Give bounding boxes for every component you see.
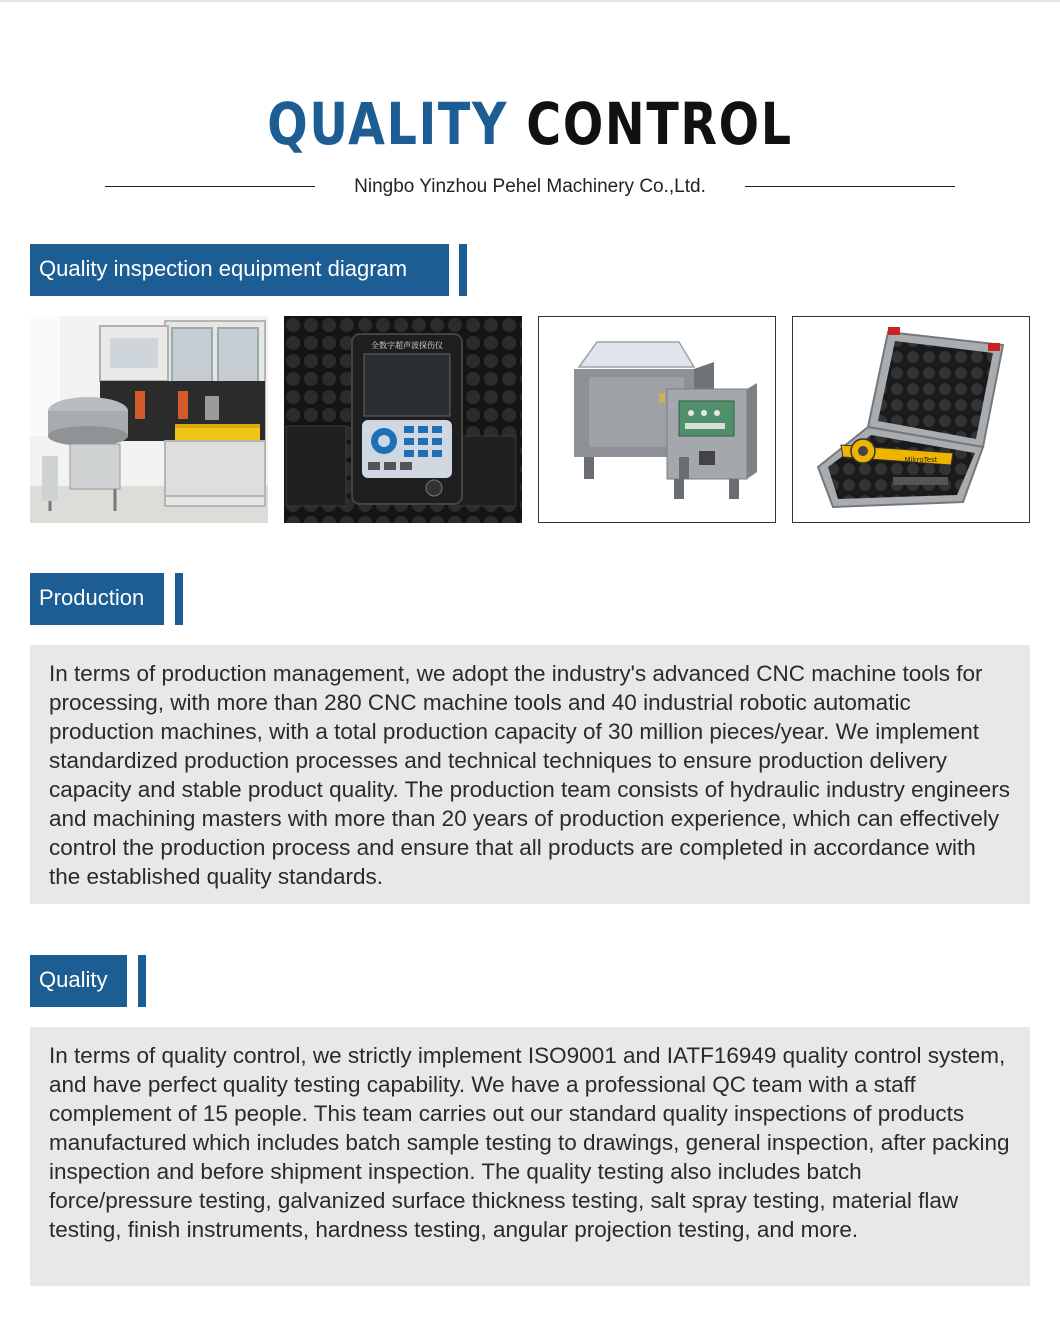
photo-inspection-machine	[30, 316, 268, 523]
section-quality-accent-bar	[138, 955, 146, 1007]
photo-salt-spray-chamber	[538, 316, 776, 523]
gauge-brand-text: MikroTest	[904, 456, 938, 464]
flaw-detector-image	[284, 316, 522, 523]
quality-body-text: In terms of quality control, we strictly implement ISO9001 and IATF16949 quality control system, and have perfect quality testing capability. We have a professional QC team with a staff complement of 15 people. This team carries out our standard quality inspections of products manufactured which includes batch sample testing to drawings, general inspection, after packing inspection and before shipment inspection. The quality testing also includes batch force/pressure testing, galvanized surface thickness testing, salt spray testing, material flaw testing, finish instruments, hardness testing, angular projection testing, and more.	[49, 1043, 1010, 1242]
section-production-accent-bar	[175, 573, 183, 625]
title-quality: QUALITY	[267, 90, 509, 158]
section-equipment-label: Quality inspection equipment diagram	[30, 244, 449, 296]
section-production-label: Production	[30, 573, 164, 625]
company-subtitle-row	[0, 172, 1060, 202]
salt-spray-chamber-image	[539, 317, 775, 522]
inspection-machine-image	[30, 316, 268, 523]
production-body-text: In terms of production management, we adopt the industry's advanced CNC machine tools for processing, with more than 280 CNC machine tools and 40 industrial robotic automatic production machines, with a total production capacity of 30 million pieces/year. We implement standardized production processes and technical techniques to ensure production delivery capacity and stable product quality. The production team consists of hydraulic industry engineers and machining masters with more than 20 years of production experience, which can effectively control the production process and ensure that all products are completed in accordance with the established quality standards.	[49, 661, 1010, 889]
title-control: CONTROL	[526, 90, 793, 158]
equipment-photos	[30, 316, 1030, 523]
photo-thickness-gauge	[792, 316, 1030, 523]
company-name: Ningbo Yinzhou Pehel Machinery Co.,Ltd.	[354, 176, 706, 197]
subtitle-line-right	[745, 186, 955, 187]
production-text-panel	[30, 645, 1030, 904]
top-divider	[0, 0, 1060, 2]
section-equipment-accent-bar	[459, 244, 467, 296]
subtitle-line-left	[105, 186, 315, 187]
photo-flaw-detector	[284, 316, 522, 523]
section-quality-label: Quality	[30, 955, 127, 1007]
device-label-text: 全数字超声波探伤仪	[371, 341, 443, 350]
page-title	[95, 84, 964, 164]
quality-text-panel	[30, 1027, 1030, 1286]
thickness-gauge-image	[793, 317, 1029, 522]
